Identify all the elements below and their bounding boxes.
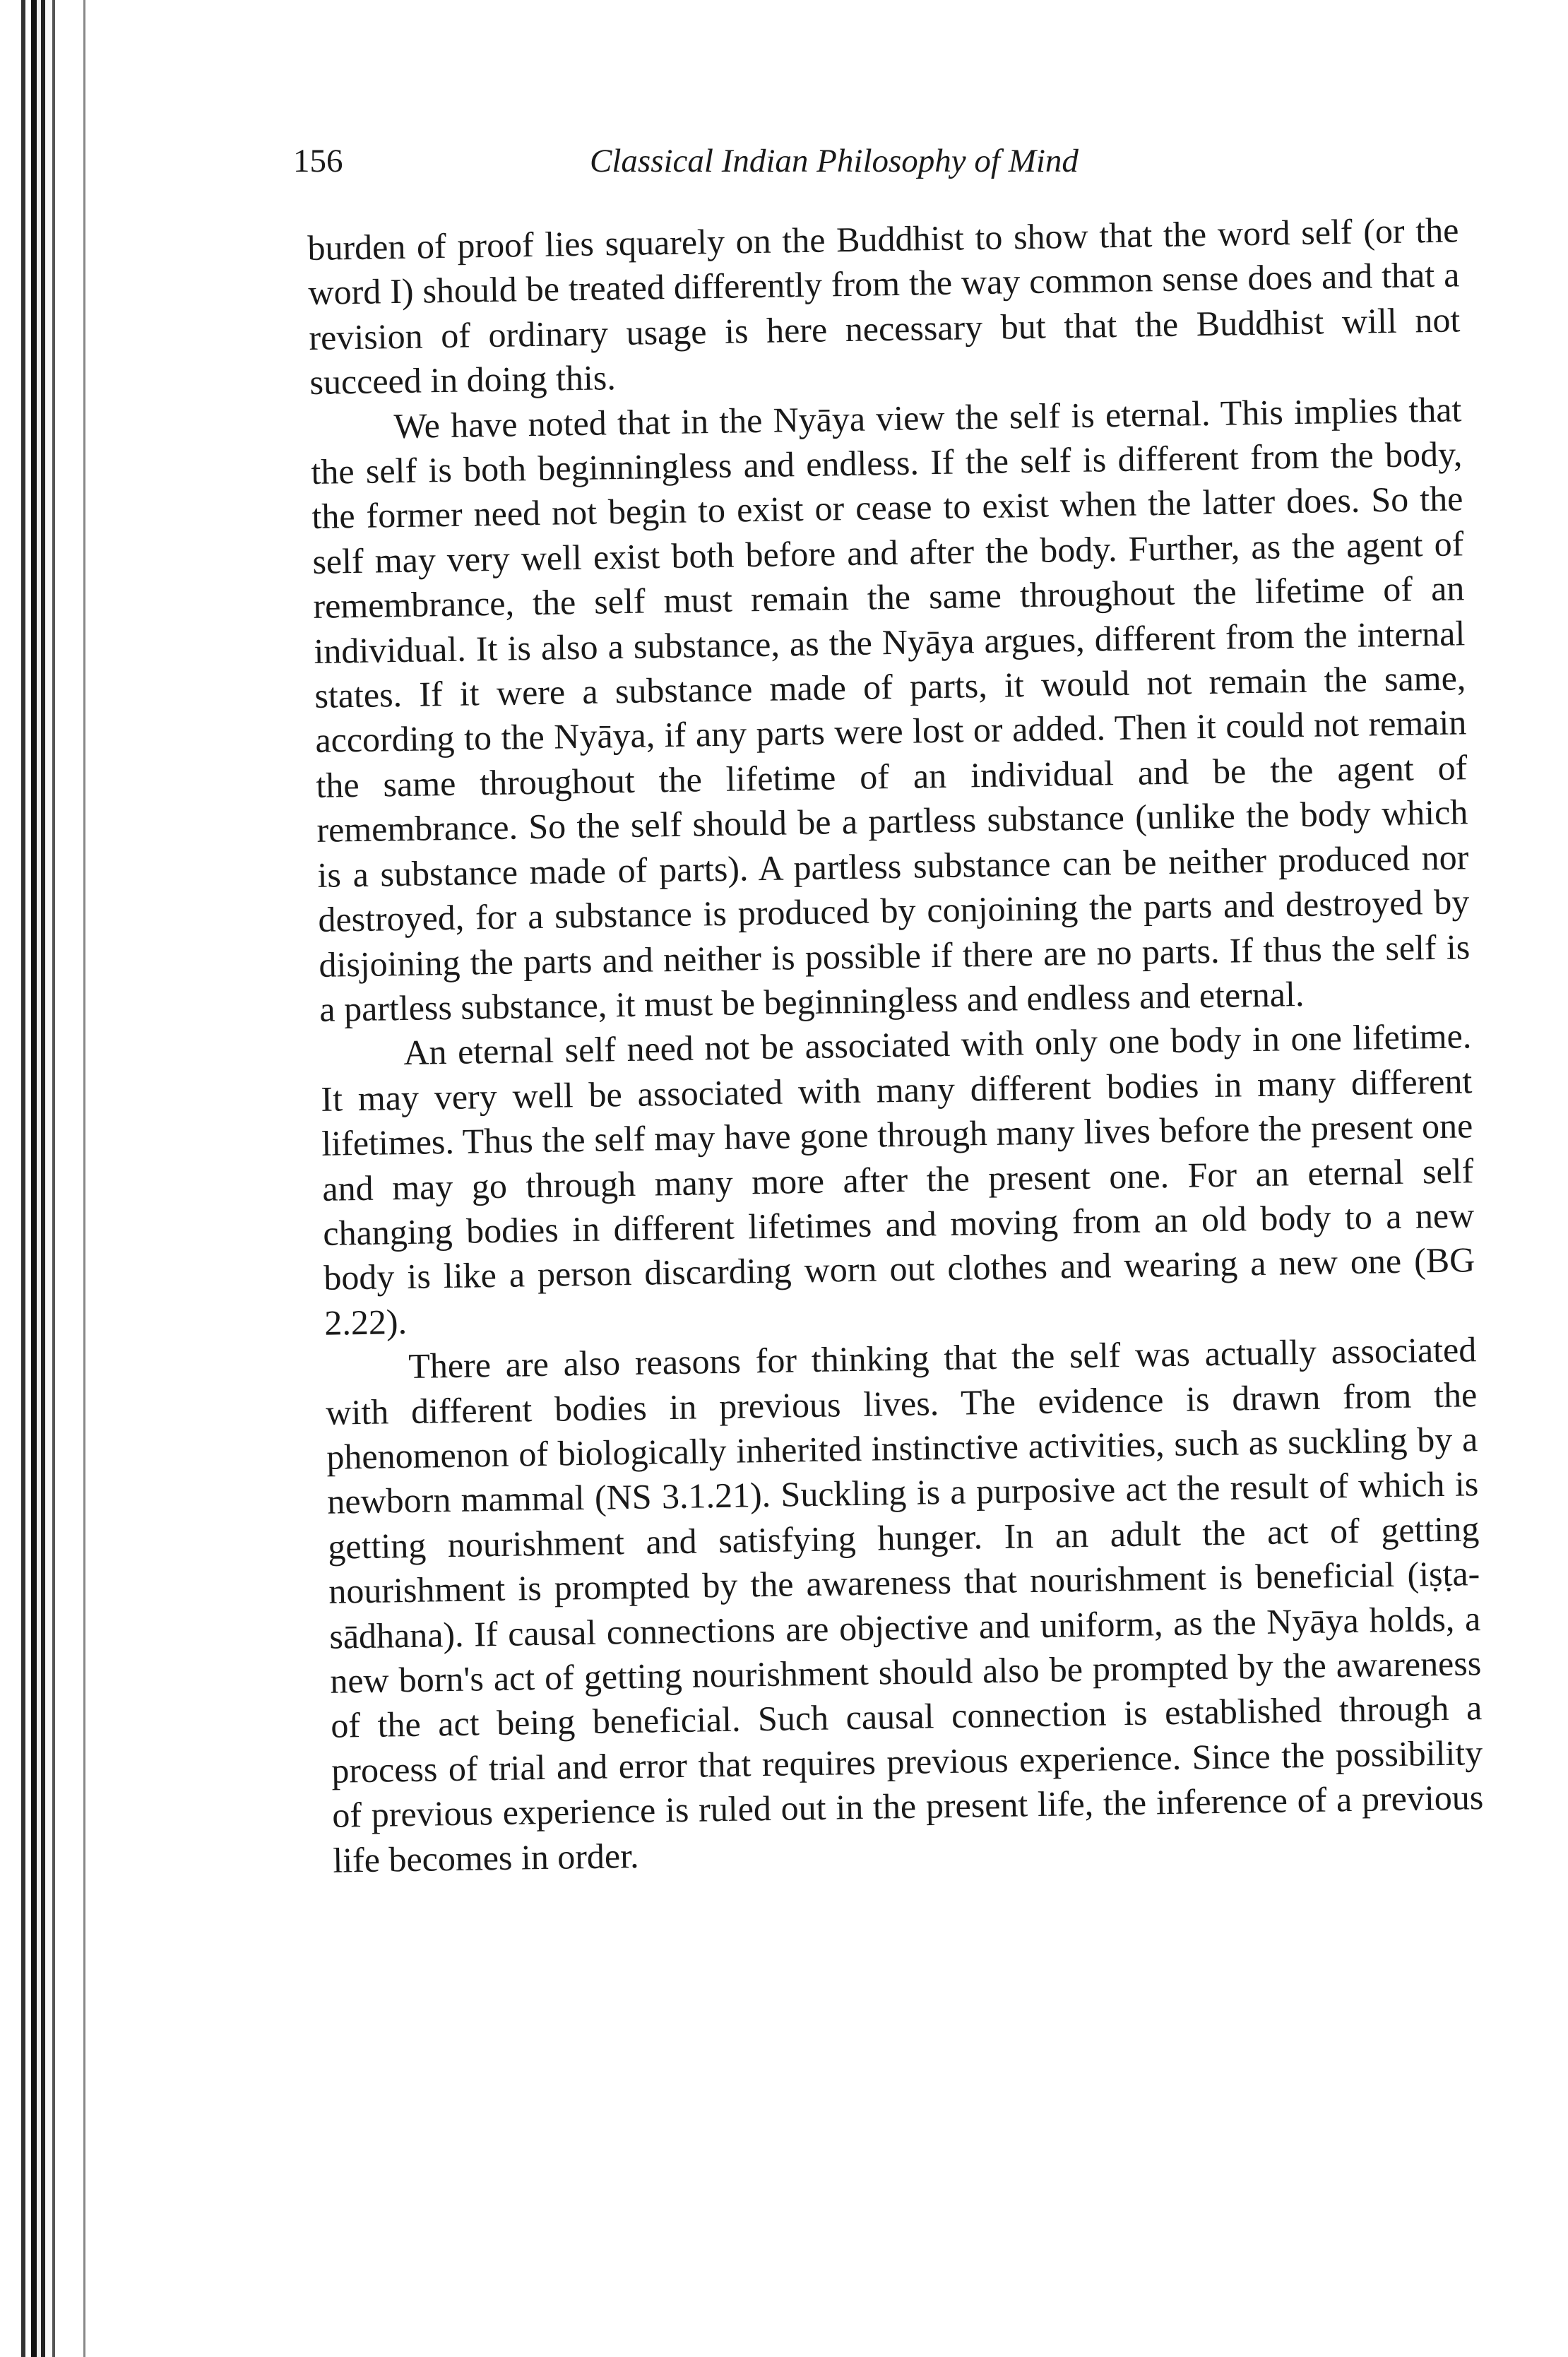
paragraph-continuation: burden of proof lies squarely on the Buddhist to show that the word self (or the word I) should be treated differently from the way common sense does and that a revision of ordinary usage is here necessary but that the Buddhist will not succeed in doing this. <box>307 210 1461 403</box>
body-text <box>307 208 1485 1882</box>
page-number: 156 <box>293 143 343 179</box>
running-title: Classical Indian Philosophy of Mind <box>590 143 1079 179</box>
page-header <box>293 133 1451 189</box>
book-spine-edge <box>0 0 99 2357</box>
paragraph-previous-lives: There are also reasons for thinking that the self was actually associated with different bodies in previous lives. The evidence is drawn from the phenomenon of biologically inherited instinctive activities, such as suckling by a newborn mammal (NS 3.1.21). Suckling is a purposive act the result of which is getting nourishment and satisfying hunger. In an adult the act of getting nourishment is prompted by the awareness that nourishment is beneficial (iṣṭa-sādhana). If causal connections are objective and uniform, as the Nyāya holds, a new born's act of getting nourishment should also be prompted by the awareness of the act being beneficial. Such causal connection is established through a process of trial and error that requires previous experience. Since the possibility of previous experience is ruled out in the present life, the inference of a previous life becomes in order. <box>325 1329 1484 1880</box>
paragraph-self-eternal: We have noted that in the Nyāya view the self is eternal. This implies that the self is both beginningless and endless. If the self is different from the body, the former need not begin to exist or cease to exist when the latter does. So the self may very well exist both before and after the body. Further, as the agent of remembrance, the self must remain the same throughout the lifetime of an individual. It is also a substance, as the Nyāya argues, different from the internal states. If it were a substance made of parts, it would not remain the same, according to the Nyāya, if any parts were lost or added. Then it could not remain the same throughout the lifetime of an individual and be the agent of remembrance. So the self should be a partless substance (unlike the body which is a substance made of parts). A partless substance can be neither produced nor destroyed, for a substance is produced by conjoining the parts and destroyed by disjoining the parts and neither is possible if there are no parts. If thus the self is a partless substance, it must be beginningless and endless and eternal. <box>311 388 1471 1029</box>
paragraph-many-bodies: An eternal self need not be associated with only one body in one lifetime. It may very well be associated with many different bodies in many different lifetimes. Thus the self may have gone through many lives before the present one and may go through many more after the present one. For an eternal self changing bodies in different lifetimes and moving from an old body to a new body is like a person discarding worn out clothes and wearing a new one (BG 2.22). <box>320 1016 1475 1343</box>
